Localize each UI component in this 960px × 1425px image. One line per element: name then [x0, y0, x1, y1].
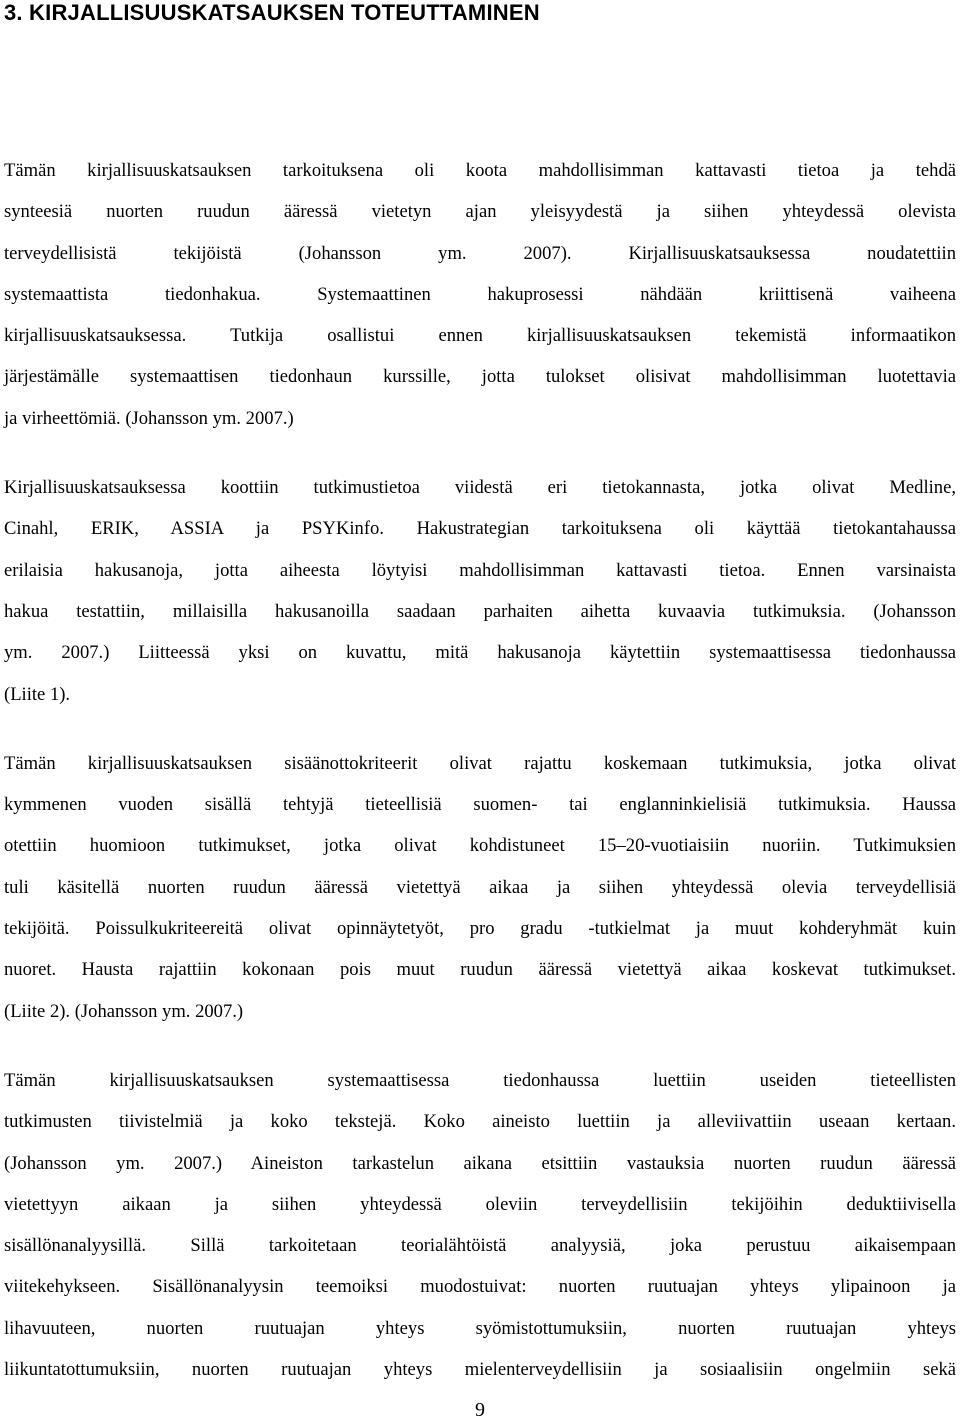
text-line: järjestämälle systemaattisen tiedonhaun kurssille, jotta tulokset olisivat mahdollisimman luotettavia: [4, 366, 956, 388]
text-line: ja virheettömiä. (Johansson ym. 2007.): [4, 407, 294, 429]
text-line: tuli käsitellä nuorten ruudun ääressä vietettyä aikaa ja siihen yhteydessä olevia terveydellisiä: [4, 876, 956, 898]
text-line: nuoret. Hausta rajattiin kokonaan pois muut ruudun ääressä vietettyä aikaa koskevat tutkimukset.: [4, 959, 956, 981]
paragraph-3: [4, 743, 956, 1032]
paragraph-1: [4, 150, 956, 439]
text-line: (Liite 1).: [4, 683, 71, 705]
text-line: Cinahl, ERIK, ASSIA ja PSYKinfo. Hakustrategian tarkoituksena oli käyttää tietokantahaussa: [4, 518, 956, 540]
text-line: vietettyyn aikaan ja siihen yhteydessä oleviin terveydellisiin tekijöihin deduktiivisella: [4, 1193, 956, 1215]
paragraph-4: [4, 1060, 956, 1390]
text-line: (Johansson ym. 2007.) Aineiston tarkastelun aikana etsittiin vastauksia nuorten ruudun ääressä: [4, 1152, 956, 1174]
text-line: viitekehykseen. Sisällönanalyysin teemoiksi muodostuivat: nuorten ruutuajan yhteys ylipainoon ja: [4, 1276, 956, 1298]
text-line: sisällönanalyysillä. Sillä tarkoitetaan teorialähtöistä analyysiä, joka perustuu aikaisempaan: [4, 1235, 956, 1257]
page-number: 9: [475, 1399, 485, 1421]
text-line: Tämän kirjallisuuskatsauksen tarkoituksena oli koota mahdollisimman kattavasti tietoa ja tehdä: [4, 160, 956, 181]
text-line: hakua testattiin, millaisilla hakusanoilla saadaan parhaiten aihetta kuvaavia tutkimuksia. (Johansson: [4, 600, 956, 622]
text-line: tutkimusten tiivistelmiä ja koko tekstejä. Koko aineisto luettiin ja alleviivattiin useaan kertaan.: [4, 1111, 956, 1133]
text-line: ym. 2007.) Liitteessä yksi on kuvattu, mitä hakusanoja käytettiin systemaattisessa tiedonhaussa: [4, 642, 956, 664]
text-line: lihavuuteen, nuorten ruutuajan yhteys syömistottumuksiin, nuorten ruutuajan yhteys: [4, 1317, 956, 1339]
text-line: terveydellisistä tekijöistä (Johansson ym. 2007). Kirjallisuuskatsauksessa noudatettiin: [4, 242, 956, 264]
section-heading: 3. KIRJALLISUUSKATSAUKSEN TOTEUTTAMINEN: [4, 0, 540, 25]
text-line: synteesiä nuorten ruudun ääressä vietetyn ajan yleisyydestä ja siihen yhteydessä olevista: [4, 201, 956, 223]
text-line: Kirjallisuuskatsauksessa koottiin tutkimustietoa viidestä eri tietokannasta, jotka olivat Medline,: [4, 477, 956, 499]
text-line: systemaattista tiedonhakua. Systemaattinen hakuprosessi nähdään kriittisenä vaiheena: [4, 283, 956, 305]
text-line: kymmenen vuoden sisällä tehtyjä tieteellisiä suomen- tai englanninkielisiä tutkimuksia. Haussa: [4, 794, 956, 816]
text-line: erilaisia hakusanoja, jotta aiheesta löytyisi mahdollisimman kattavasti tietoa. Ennen varsinaista: [4, 559, 956, 581]
body-text: [4, 150, 956, 1418]
text-line: otettiin huomioon tutkimukset, jotka olivat kohdistuneet 15–20-vuotiaisiin nuoriin. Tutkimuksien: [4, 835, 956, 857]
text-line: tekijöitä. Poissulkukriteereitä olivat opinnäytetyöt, pro gradu -tutkielmat ja muut kohderyhmät kuin: [4, 918, 956, 940]
text-line: (Liite 2). (Johansson ym. 2007.): [4, 1000, 244, 1022]
text-line: Tämän kirjallisuuskatsauksen systemaattisessa tiedonhaussa luettiin useiden tieteellisten: [4, 1069, 956, 1091]
text-line: Tämän kirjallisuuskatsauksen sisäänottokriteerit olivat rajattu koskemaan tutkimuksia, jotka olivat: [4, 752, 956, 774]
text-line: liikuntatottumuksiin, nuorten ruutuajan yhteys mielenterveydellisiin ja sosiaalisiin ongelmiin sekä: [4, 1359, 956, 1381]
text-line: kirjallisuuskatsauksessa. Tutkija osallistui ennen kirjallisuuskatsauksen tekemistä informaatikon: [4, 325, 956, 347]
paragraph-2: [4, 467, 956, 715]
